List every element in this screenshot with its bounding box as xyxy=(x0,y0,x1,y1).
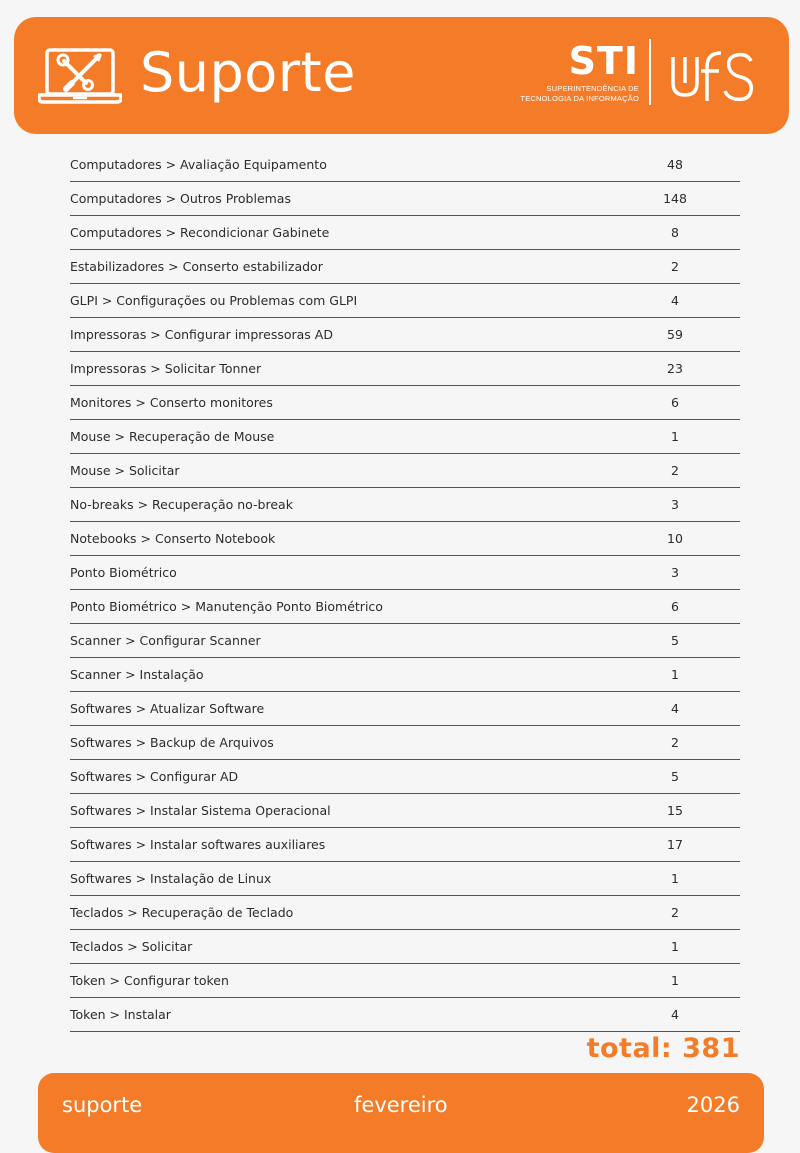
category-cell: Softwares > Instalar Sistema Operacional xyxy=(70,794,610,828)
category-cell: Teclados > Recuperação de Teclado xyxy=(70,896,610,930)
table-row xyxy=(70,862,740,896)
category-cell: Computadores > Recondicionar Gabinete xyxy=(70,216,610,250)
table-row xyxy=(70,352,740,386)
table-row xyxy=(70,726,740,760)
count-cell: 3 xyxy=(610,488,740,522)
table-row xyxy=(70,794,740,828)
count-cell: 59 xyxy=(610,318,740,352)
count-cell: 4 xyxy=(610,692,740,726)
table-row xyxy=(70,386,740,420)
count-cell: 6 xyxy=(610,386,740,420)
category-cell: Impressoras > Solicitar Tonner xyxy=(70,352,610,386)
category-cell: Notebooks > Conserto Notebook xyxy=(70,522,610,556)
category-cell: Monitores > Conserto monitores xyxy=(70,386,610,420)
sti-brand xyxy=(519,37,759,117)
category-cell: Impressoras > Configurar impressoras AD xyxy=(70,318,610,352)
count-cell: 8 xyxy=(610,216,740,250)
category-cell: Token > Instalar xyxy=(70,998,610,1032)
count-cell: 15 xyxy=(610,794,740,828)
count-cell: 2 xyxy=(610,726,740,760)
count-cell: 2 xyxy=(610,896,740,930)
footer-year: 2026 xyxy=(686,1093,740,1117)
table-row xyxy=(70,182,740,216)
footer-section-label: suporte xyxy=(62,1093,143,1117)
ufs-logo xyxy=(667,47,759,107)
count-cell: 1 xyxy=(610,420,740,454)
table-row xyxy=(70,658,740,692)
footer-banner xyxy=(38,1073,764,1153)
category-cell: Mouse > Recuperação de Mouse xyxy=(70,420,610,454)
category-cell: Scanner > Instalação xyxy=(70,658,610,692)
category-cell: Ponto Biométrico > Manutenção Ponto Biométrico xyxy=(70,590,610,624)
category-cell: No-breaks > Recuperação no-break xyxy=(70,488,610,522)
category-cell: Estabilizadores > Conserto estabilizador xyxy=(70,250,610,284)
count-cell: 17 xyxy=(610,828,740,862)
count-cell: 1 xyxy=(610,930,740,964)
category-cell: Softwares > Backup de Arquivos xyxy=(70,726,610,760)
category-cell: Teclados > Solicitar xyxy=(70,930,610,964)
table-row xyxy=(70,522,740,556)
category-cell: Computadores > Outros Problemas xyxy=(70,182,610,216)
table-row xyxy=(70,692,740,726)
count-cell: 48 xyxy=(610,148,740,182)
table-row xyxy=(70,760,740,794)
category-cell: Softwares > Atualizar Software xyxy=(70,692,610,726)
table-row xyxy=(70,964,740,998)
count-cell: 4 xyxy=(610,998,740,1032)
count-cell: 6 xyxy=(610,590,740,624)
footer-month: fevereiro xyxy=(354,1093,448,1117)
count-cell: 2 xyxy=(610,454,740,488)
table-row xyxy=(70,896,740,930)
count-cell: 2 xyxy=(610,250,740,284)
category-cell: Softwares > Configurar AD xyxy=(70,760,610,794)
category-cell: Token > Configurar token xyxy=(70,964,610,998)
count-cell: 1 xyxy=(610,658,740,692)
table-row xyxy=(70,488,740,522)
header-banner xyxy=(14,17,789,134)
table-row xyxy=(70,318,740,352)
total-count: total: 381 xyxy=(586,1033,740,1064)
count-cell: 23 xyxy=(610,352,740,386)
table-row xyxy=(70,284,740,318)
table-row xyxy=(70,930,740,964)
table-row xyxy=(70,420,740,454)
count-cell: 1 xyxy=(610,862,740,896)
category-cell: GLPI > Configurações ou Problemas com GLPI xyxy=(70,284,610,318)
table-row xyxy=(70,624,740,658)
count-cell: 148 xyxy=(610,182,740,216)
table-row xyxy=(70,148,740,182)
count-cell: 1 xyxy=(610,964,740,998)
table-row xyxy=(70,454,740,488)
sti-wordmark: STI xyxy=(568,39,639,83)
count-cell: 5 xyxy=(610,760,740,794)
brand-divider xyxy=(649,39,651,105)
count-cell: 4 xyxy=(610,284,740,318)
table-row xyxy=(70,556,740,590)
support-requests-table xyxy=(70,148,740,1032)
count-cell: 10 xyxy=(610,522,740,556)
sti-subtitle: SUPERINTENDÊNCIA DE TECNOLOGIA DA INFORMAÇÃO xyxy=(520,84,639,103)
category-cell: Ponto Biométrico xyxy=(70,556,610,590)
table-row xyxy=(70,998,740,1032)
page-title: Suporte xyxy=(140,41,356,104)
count-cell: 3 xyxy=(610,556,740,590)
table-row xyxy=(70,828,740,862)
category-cell: Softwares > Instalação de Linux xyxy=(70,862,610,896)
count-cell: 5 xyxy=(610,624,740,658)
laptop-tools-icon xyxy=(38,47,122,105)
category-cell: Softwares > Instalar softwares auxiliares xyxy=(70,828,610,862)
table-row xyxy=(70,250,740,284)
category-cell: Scanner > Configurar Scanner xyxy=(70,624,610,658)
category-cell: Computadores > Avaliação Equipamento xyxy=(70,148,610,182)
category-cell: Mouse > Solicitar xyxy=(70,454,610,488)
table-row xyxy=(70,590,740,624)
table-row xyxy=(70,216,740,250)
